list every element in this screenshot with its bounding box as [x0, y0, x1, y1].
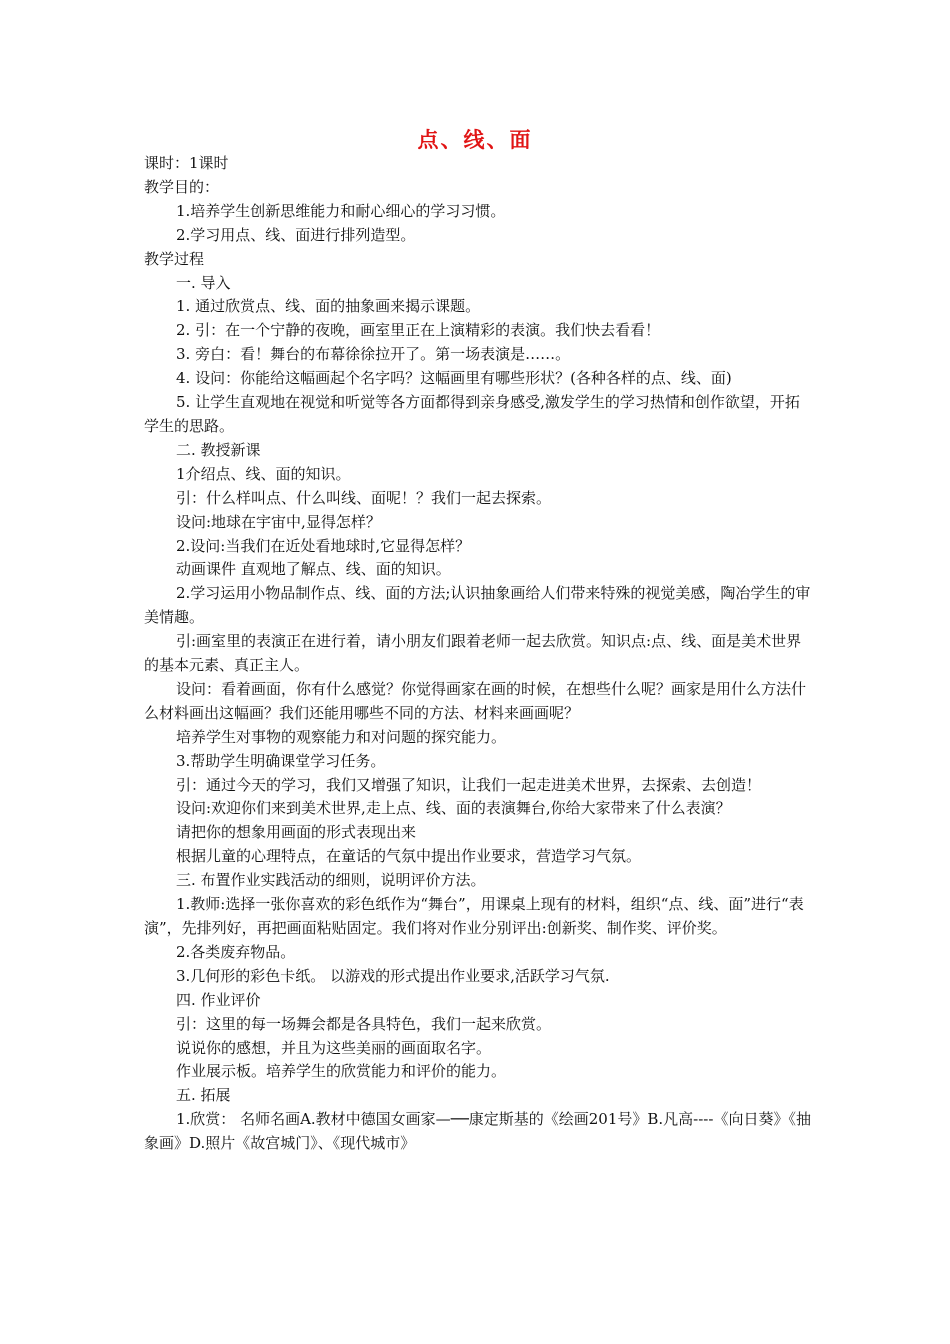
section-heading-intro: 一. 导入	[176, 273, 231, 292]
paragraph-lesson-11: 引：通过今天的学习，我们又增强了知识，让我们一起走进美术世界，去探索、去创造！	[176, 775, 762, 794]
paragraph-intro-2: 2. 引：在一个宁静的夜晚，画室里正在上演精彩的表演。我们快去看看！	[176, 321, 661, 340]
paragraph-goal-2: 2.学习用点、线、面进行排列造型。	[176, 225, 416, 244]
paragraph-lesson-1: 1介绍点、线、面的知识。	[176, 464, 351, 483]
paragraph-intro-4: 4. 设问：你能给这幅画起个名字吗？这幅画里有哪些形状？(各种各样的点、线、面)	[176, 369, 732, 388]
paragraph-intro-3: 3. 旁白：看！舞台的布幕徐徐拉开了。第一场表演是……。	[176, 345, 571, 364]
document-title: 点、线、面	[417, 128, 533, 152]
paragraph-lesson-8: 设问：看着画面，你有什么感觉？你觉得画家在画的时候，在想些什么呢？画家是用什么方法什么材料画出这幅画？我们还能用哪些不同的方法、材料来画画呢？	[144, 679, 807, 722]
paragraph-evaluation-1: 引：这里的每一场舞会都是各具特色，我们一起来欣赏。	[176, 1014, 552, 1033]
paragraph-intro-1: 1. 通过欣赏点、线、面的抽象画来揭示课题。	[176, 297, 481, 316]
paragraph-lesson-9: 培养学生对事物的观察能力和对问题的探究能力。	[176, 727, 507, 746]
paragraph-lesson-12: 设问:欢迎你们来到美术世界,走上点、线、面的表演舞台,你给大家带来了什么表演？	[176, 799, 731, 818]
paragraph-process-heading: 教学过程	[144, 249, 205, 268]
paragraph-extension-1: 1.欣赏： 名师名画A.教材中德国女画家—──康定斯基的《绘画201号》B.凡高----《向日葵》《抽象画》D.照片《故宫城门》、《现代城市》	[144, 1110, 811, 1153]
paragraph-assignment-3: 3.几何形的彩色卡纸。 以游戏的形式提出作业要求,活跃学习气氛.	[176, 966, 610, 985]
section-heading-assignment: 三. 布置作业实践活动的细则，说明评价方法。	[176, 871, 486, 890]
paragraph-lesson-14: 根据儿童的心理特点，在童话的气氛中提出作业要求，营造学习气氛。	[176, 847, 642, 866]
paragraph-assignment-1: 1.教师:选择一张你喜欢的彩色纸作为“舞台”，用课桌上现有的材料，组织“点、线、面”进行“表演”，先排列好，再把画面粘贴固定。我们将对作业分别评出:创新奖、制作奖、评价奖。	[144, 895, 804, 937]
paragraph-evaluation-2: 说说你的感想，并且为这些美丽的画面取名字。	[176, 1038, 492, 1057]
paragraph-lesson-7: 引:画室里的表演正在进行着，请小朋友们跟着老师一起去欣赏。知识点:点、线、面是美术世界的基本元素、真正主人。	[144, 632, 802, 675]
paragraph-lesson-10: 3.帮助学生明确课堂学习任务。	[176, 751, 386, 770]
section-heading-evaluation: 四. 作业评价	[176, 990, 261, 1009]
paragraph-lesson-5: 动画课件 直观地了解点、线、面的知识。	[176, 560, 451, 579]
section-heading-new-lesson: 二. 教授新课	[176, 440, 261, 459]
paragraph-lesson-4: 2.设问:当我们在近处看地球时,它显得怎样？	[176, 536, 471, 555]
paragraph-class-hours: 课时：1课时	[144, 154, 229, 172]
paragraph-lesson-3: 设问:地球在宇宙中,显得怎样？	[176, 512, 381, 531]
paragraph-intro-5: 5. 让学生直观地在视觉和听觉等各方面都得到亲身感受,激发学生的学习热情和创作欲望，开拓学生的思路。	[144, 393, 800, 435]
paragraph-lesson-13: 请把你的想象用画面的形式表现出来	[176, 823, 417, 842]
paragraph-lesson-2: 引：什么样叫点、什么叫线、面呢！？我们一起去探索。	[176, 488, 552, 507]
document-body	[144, 152, 812, 1156]
paragraph-evaluation-3: 作业展示板。培养学生的欣赏能力和评价的能力。	[176, 1062, 507, 1081]
section-heading-extension: 五. 拓展	[176, 1086, 231, 1105]
paragraph-teaching-goals-heading: 教学目的：	[144, 177, 220, 196]
paragraph-lesson-6: 2.学习运用小物品制作点、线、面的方法;认识抽象画给人们带来特殊的视觉美感，陶冶学生的审美情趣。	[144, 584, 811, 627]
paragraph-assignment-2: 2.各类废弃物品。	[176, 942, 296, 961]
paragraph-goal-1: 1.培养学生创新思维能力和耐心细心的学习习惯。	[176, 201, 506, 220]
